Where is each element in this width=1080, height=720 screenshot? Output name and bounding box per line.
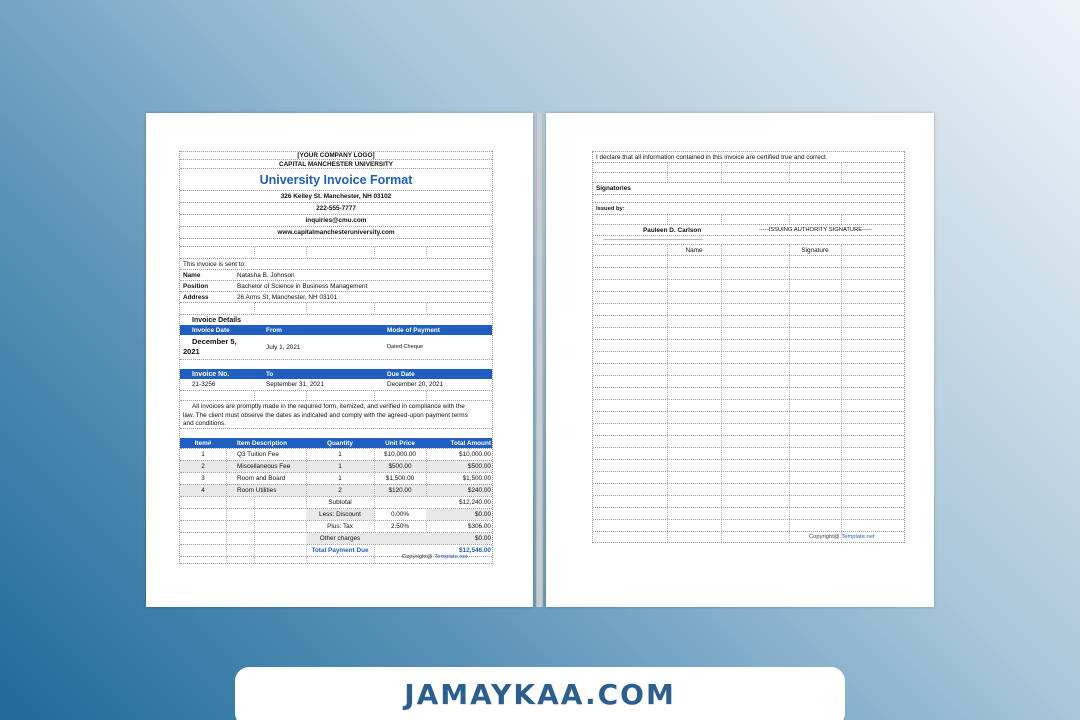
position-label: Position <box>183 282 209 290</box>
company-phone: 222-555-7777 <box>316 205 356 212</box>
to-value: September 31, 2021 <box>266 381 324 388</box>
grid-row <box>593 423 904 435</box>
item-number: 1 <box>201 451 205 458</box>
other-charges-value: $0.00 <box>374 533 491 544</box>
grid-row <box>593 399 904 411</box>
to-header: To <box>266 370 274 378</box>
grid-row <box>593 327 904 339</box>
grid-row <box>593 519 904 531</box>
tax-label: Plus: Tax <box>327 523 353 530</box>
discount-label: Less: Discount <box>306 509 374 520</box>
grid-row <box>593 351 904 363</box>
invoice-no-value: 21-3256 <box>192 381 216 388</box>
grid-row <box>593 459 904 471</box>
item-unit-price: $1,500.00 <box>385 475 415 482</box>
mode-of-payment-header: Mode of Payment <box>387 326 440 334</box>
item-quantity: 1 <box>338 463 342 470</box>
invoice-date-header: Invoice Date <box>192 326 230 334</box>
grid-row <box>593 387 904 399</box>
invoice-sheet <box>179 151 493 564</box>
recipient-address: 26 Arms St, Manchester, NH 03101 <box>237 293 338 301</box>
grid-row <box>593 255 904 267</box>
signatories-label: Signatories <box>596 185 631 192</box>
grid-row <box>593 507 904 519</box>
item-unit-price: $10,000.00 <box>384 451 416 458</box>
due-date-header: Due Date <box>387 370 415 378</box>
recipient-name: Natasha B. Johnson <box>237 271 295 279</box>
quantity-header: Quantity <box>327 439 353 447</box>
items-table-body <box>180 448 492 496</box>
item-total: $10,000.00 <box>459 451 491 458</box>
grid-row <box>593 315 904 327</box>
item-quantity: 1 <box>338 475 342 482</box>
item-number: 4 <box>201 487 205 494</box>
item-description: Q3 Tuition Fee <box>237 451 279 458</box>
copyright-notice-2: Copyright@ Template.net <box>809 534 875 540</box>
address-label: Address <box>183 293 209 301</box>
from-value: July 1, 2021 <box>266 343 301 351</box>
signature-caption: Signature <box>801 246 829 254</box>
item-description: Room Utilities <box>237 487 277 494</box>
declaration-text: I declare that all information contained in this invoice are certified true and correct. <box>596 153 828 161</box>
grid-row <box>593 363 904 375</box>
company-address: 326 Kelley St. Manchester, NH 03102 <box>280 193 392 200</box>
total-amount-header: Total Amount <box>450 439 491 447</box>
signer-name: Pauleen D. Carlson <box>643 226 702 234</box>
grid-row <box>593 339 904 351</box>
company-website: www.capitalmanchesteruniversity.com <box>277 229 395 236</box>
invoice-details-heading: Invoice Details <box>192 316 242 324</box>
mode-of-payment-value: Dated Cheque <box>387 344 424 350</box>
item-number: 2 <box>201 463 205 470</box>
signature-line: -----ISSUING AUTHORITY SIGNATURE----- <box>759 227 872 233</box>
name-underline <box>603 239 703 240</box>
table-row <box>180 472 492 484</box>
other-charges-label: Other charges <box>306 533 374 544</box>
grid-row <box>593 411 904 423</box>
item-total: $1,500.00 <box>462 475 491 482</box>
subtotal-label: Subtotal <box>328 499 352 506</box>
grid-row <box>593 495 904 507</box>
item-unit-price: $500.00 <box>388 463 412 470</box>
grid-row <box>593 447 904 459</box>
document-title: University Invoice Format <box>259 172 413 187</box>
item-description-header: Item Description <box>237 439 288 447</box>
signature-grid-top <box>593 162 904 182</box>
terms-paragraph: All invoices are promptly made in the required form, itemized, and verified in compliance with the law. The client must observe the dates as indicated and comply with the agreed-upon payment terms and conditions. <box>180 400 492 428</box>
company-name: CAPITAL MANCHESTER UNIVERSITY <box>278 160 394 168</box>
grid-row <box>593 267 904 279</box>
grid-row <box>593 483 904 495</box>
invoice-page-2 <box>546 113 934 607</box>
invoice-no-header: Invoice No. <box>192 370 230 378</box>
brand-name[interactable]: JAMAYKAA.COM <box>404 677 676 711</box>
item-unit-price: $120.00 <box>388 487 412 494</box>
template-net-link-2[interactable]: Template.net <box>841 534 875 540</box>
recipient-intro: This invoice is sent to: <box>183 260 246 268</box>
template-net-link[interactable]: Template.net <box>434 554 468 560</box>
invoice-date-value: December 5, 2021 <box>183 337 237 356</box>
item-description: Miscellaneous Fee <box>237 463 291 470</box>
name-caption: Name <box>685 246 703 254</box>
issued-by-label: Issued by: <box>596 205 625 212</box>
tax-rate: 2.50% <box>390 523 410 530</box>
grid-row <box>593 375 904 387</box>
unit-price-header: Unit Price <box>385 439 415 447</box>
grid-row <box>593 291 904 303</box>
signature-grid <box>593 255 904 531</box>
grid-row <box>593 471 904 483</box>
due-date-value: December 20, 2021 <box>387 381 444 388</box>
item-number-header: Item# <box>194 439 212 447</box>
invoice-page-1 <box>146 113 533 607</box>
page-divider <box>536 113 543 607</box>
logo-placeholder: [YOUR COMPANY LOGO] <box>297 152 375 159</box>
tax-value: $306.00 <box>467 523 491 530</box>
table-row <box>180 484 492 496</box>
grid-row <box>593 162 904 172</box>
brand-banner <box>235 667 845 720</box>
items-table-header <box>180 438 492 448</box>
table-row <box>180 448 492 460</box>
subtotal-value: $12,240.00 <box>459 499 491 506</box>
table-row <box>180 460 492 472</box>
discount-value: $0.00 <box>426 509 491 520</box>
from-header: From <box>266 326 282 334</box>
total-payment-due-label: Total Payment Due <box>311 547 369 554</box>
company-email: inquiries@cmu.com <box>305 217 367 224</box>
grid-row <box>593 279 904 291</box>
name-label: Name <box>183 271 201 279</box>
signature-sheet <box>592 151 905 543</box>
item-total: $240.00 <box>467 487 491 494</box>
item-number: 3 <box>201 475 205 482</box>
item-total: $500.00 <box>467 463 491 470</box>
total-payment-due-value: $12,546.00 <box>459 547 491 554</box>
item-description: Room and Board <box>237 475 286 482</box>
item-quantity: 2 <box>338 487 342 494</box>
item-quantity: 1 <box>338 451 342 458</box>
discount-rate: 0.00% <box>390 511 410 518</box>
grid-row <box>593 303 904 315</box>
grid-row <box>593 435 904 447</box>
recipient-position: Bachelor of Science in Business Management <box>237 282 368 290</box>
grid-row <box>593 172 904 182</box>
copyright-notice: Copyright@ Template.net <box>402 554 468 560</box>
